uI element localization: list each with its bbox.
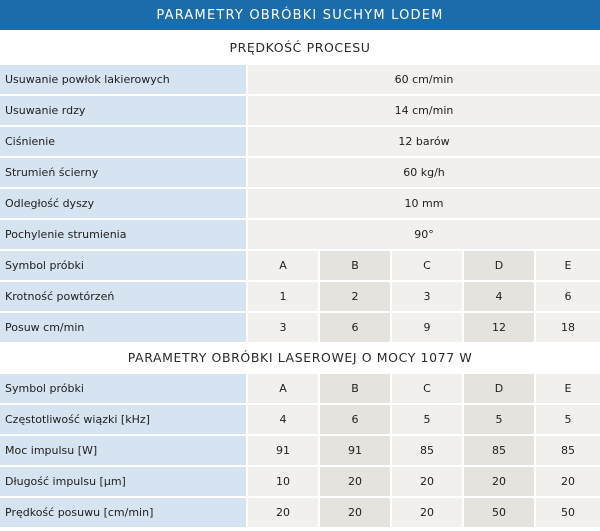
table-cell: 85 — [390, 436, 462, 465]
table-cell: D — [462, 374, 534, 403]
table-row — [0, 187, 600, 218]
table-cell: 9 — [390, 313, 462, 342]
section-heading-process-speed: PRĘDKOŚĆ PROCESU — [0, 32, 600, 63]
table-row — [0, 496, 600, 527]
table-row — [0, 218, 600, 249]
table-cell: 50 — [534, 498, 600, 527]
row-label: Posuw cm/min — [0, 313, 246, 342]
table-cell: 91 — [246, 436, 318, 465]
table-row — [0, 280, 600, 311]
row-value: 14 cm/min — [246, 96, 600, 125]
table-cell: B — [318, 374, 390, 403]
table-cell: 5 — [390, 405, 462, 434]
table-row — [0, 156, 600, 187]
table-cell: 91 — [318, 436, 390, 465]
table-cell: 3 — [390, 282, 462, 311]
row-label: Odległość dyszy — [0, 189, 246, 218]
table-cell: B — [318, 251, 390, 280]
row-label: Usuwanie powłok lakierowych — [0, 65, 246, 94]
row-label: Symbol próbki — [0, 251, 246, 280]
row-label: Usuwanie rdzy — [0, 96, 246, 125]
table-cell: E — [534, 251, 600, 280]
table-cell: 20 — [390, 467, 462, 496]
table-cell: 20 — [318, 467, 390, 496]
table-row — [0, 434, 600, 465]
table-cell: 6 — [318, 313, 390, 342]
row-value: 60 kg/h — [246, 158, 600, 187]
table-cell: 4 — [246, 405, 318, 434]
row-label: Długość impulsu [µm] — [0, 467, 246, 496]
table-cell: 85 — [462, 436, 534, 465]
row-value: 60 cm/min — [246, 65, 600, 94]
table-cell: 85 — [534, 436, 600, 465]
row-label: Moc impulsu [W] — [0, 436, 246, 465]
table-cell: C — [390, 251, 462, 280]
table-row — [0, 311, 600, 342]
table-cell: E — [534, 374, 600, 403]
row-label: Symbol próbki — [0, 374, 246, 403]
row-label: Krotność powtórzeń — [0, 282, 246, 311]
table-title: PARAMETRY OBRÓBKI SUCHYM LODEM — [0, 0, 600, 32]
table-row — [0, 125, 600, 156]
table-row — [0, 465, 600, 496]
table-cell: 10 — [246, 467, 318, 496]
table-cell: D — [462, 251, 534, 280]
table-cell: 2 — [318, 282, 390, 311]
row-label: Prędkość posuwu [cm/min] — [0, 498, 246, 527]
row-label: Częstotliwość wiązki [kHz] — [0, 405, 246, 434]
table-cell: A — [246, 374, 318, 403]
table-cell: 20 — [318, 498, 390, 527]
row-value: 90° — [246, 220, 600, 249]
table-cell: 5 — [462, 405, 534, 434]
table-cell: 6 — [318, 405, 390, 434]
row-value: 12 barów — [246, 127, 600, 156]
table-cell: 20 — [534, 467, 600, 496]
table-cell: C — [390, 374, 462, 403]
table-cell: 50 — [462, 498, 534, 527]
table-cell: 20 — [246, 498, 318, 527]
table-cell: 1 — [246, 282, 318, 311]
table-row — [0, 403, 600, 434]
table-cell: 5 — [534, 405, 600, 434]
row-label: Strumień ścierny — [0, 158, 246, 187]
table-cell: 4 — [462, 282, 534, 311]
table-cell: 20 — [390, 498, 462, 527]
section-heading-laser-parameters: PARAMETRY OBRÓBKI LASEROWEJ O MOCY 1077 W — [0, 342, 600, 372]
row-value: 10 mm — [246, 189, 600, 218]
table-cell: 20 — [462, 467, 534, 496]
table-cell: 3 — [246, 313, 318, 342]
table-cell: 6 — [534, 282, 600, 311]
row-label: Pochylenie strumienia — [0, 220, 246, 249]
table-row — [0, 63, 600, 94]
row-label: Ciśnienie — [0, 127, 246, 156]
table-row — [0, 94, 600, 125]
table-row — [0, 372, 600, 403]
table-cell: 18 — [534, 313, 600, 342]
table-row — [0, 249, 600, 280]
table-cell: A — [246, 251, 318, 280]
table-cell: 12 — [462, 313, 534, 342]
